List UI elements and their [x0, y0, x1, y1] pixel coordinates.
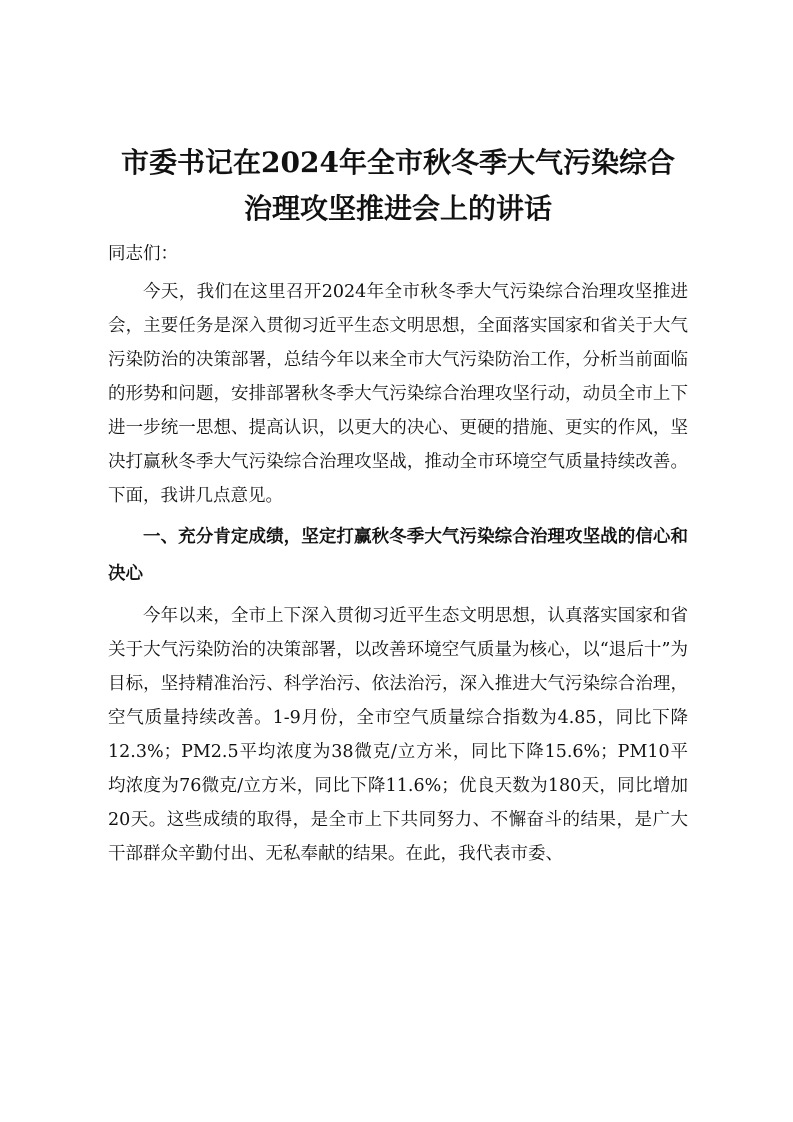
paragraph-opening: 今天，我们在这里召开2024年全市秋冬季大气污染综合治理攻坚推进会，主要任务是深入贯彻习近平生态文明思想，全面落实国家和省关于大气污染防治的决策部署，总结今年以来全市大气污染防治工作，分析当前面临的形势和问题，安排部署秋冬季大气污染综合治理攻坚行动，动员全市上下进一步统一思想、提高认识，以更大的决心、更硬的措施、更实的作风，坚决打赢秋冬季大气污染综合治理攻坚战，推动全市环境空气质量持续改善。下面，我讲几点意见。	[108, 282, 688, 506]
document-page	[108, 140, 688, 871]
section-heading-1: 一、充分肯定成绩，坚定打赢秋冬季大气污染综合治理攻坚战的信心和决心	[108, 527, 688, 584]
paragraph-achievements: 今年以来，全市上下深入贯彻习近平生态文明思想，认真落实国家和省关于大气污染防治的决策部署，以改善环境空气质量为核心，以“退后十”为目标，坚持精准治污、科学治污、依法治污，深入推进大气污染综合治理，空气质量持续改善。1-9月份，全市空气质量综合指数为4.85，同比下降12.3%；PM2.5平均浓度为38微克/立方米，同比下降15.6%；PM10平均浓度为76微克/立方米，同比下降11.6%；优良天数为180天，同比增加20天。这些成绩的取得，是全市上下共同努力、不懈奋斗的结果，是广大干部群众辛勤付出、无私奉献的结果。在此，我代表市委、	[108, 606, 688, 864]
salutation: 同志们：	[108, 244, 178, 264]
title-line-1: 市委书记在2024年全市秋冬季大气污染综合	[121, 146, 675, 179]
document-title	[108, 140, 688, 232]
title-line-2: 治理攻坚推进会上的讲话	[243, 192, 552, 225]
